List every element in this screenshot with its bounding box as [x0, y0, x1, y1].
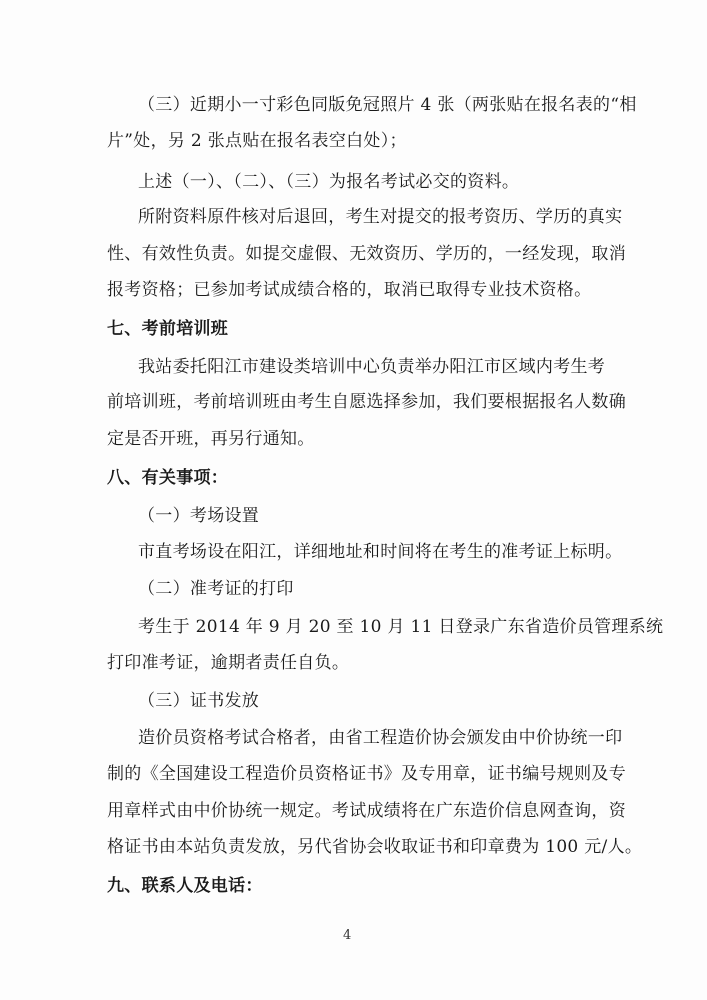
section-heading-contacts: 九、联系人及电话： [107, 876, 263, 896]
paragraph-certificate-cont-1: 制的《全国建设工程造价员资格证书》及专用章，证书编号规则及专 [107, 764, 626, 784]
paragraph-exam-venue: 市直考场设在阳江，详细地址和时间将在考生的准考证上标明。 [138, 542, 623, 562]
paragraph-verification: 所附资料原件核对后退回，考生对提交的报考资历、学历的真实 [138, 207, 623, 227]
section-heading-training: 七、考前培训班 [107, 319, 229, 339]
paragraph-admission-ticket: 考生于 2014 年 9 月 20 至 10 月 11 日登录广东省造价员管理系统 [138, 617, 664, 637]
subheading-admission-ticket: （二）准考证的打印 [138, 579, 294, 599]
page-number: 4 [343, 928, 352, 943]
paragraph-certificate: 造价员资格考试合格者，由省工程造价协会颁发由中价协统一印 [138, 728, 623, 748]
paragraph-training-cont-1: 前培训班，考前培训班由考生自愿选择参加，我们要根据报名人数确 [107, 392, 626, 412]
paragraph-training: 我站委托阳江市建设类培训中心负责举办阳江市区域内考生考 [138, 357, 606, 377]
paragraph-certificate-cont-3: 格证书由本站负责发放，另代省协会收取证书和印章费为 100 元/人。 [107, 837, 643, 857]
paragraph-admission-ticket-cont: 打印准考证，逾期者责任自负。 [107, 653, 350, 673]
paragraph-verification-cont-1: 性、有效性负责。如提交虚假、无效资历、学历的，一经发现，取消 [107, 244, 626, 264]
section-heading-matters: 八、有关事项： [107, 468, 229, 488]
paragraph-certificate-cont-2: 用章样式由中价协统一规定。考试成绩将在广东造价信息网查询，资 [107, 801, 626, 821]
paragraph-photo-requirement: （三）近期小一寸彩色同版免冠照片 4 张（两张贴在报名表的“相 [138, 95, 637, 115]
subheading-exam-venue: （一）考场设置 [138, 506, 260, 526]
paragraph-verification-cont-2: 报考资格；已参加考试成绩合格的，取消已取得专业技术资格。 [107, 280, 592, 300]
subheading-certificate: （三）证书发放 [138, 691, 260, 711]
paragraph-photo-requirement-cont: 片”处，另 2 张点贴在报名表空白处）； [107, 131, 407, 151]
paragraph-required-materials: 上述（一）、（二）、（三）为报名考试必交的资料。 [138, 172, 520, 192]
paragraph-training-cont-2: 定是否开班，再另行通知。 [107, 429, 315, 449]
